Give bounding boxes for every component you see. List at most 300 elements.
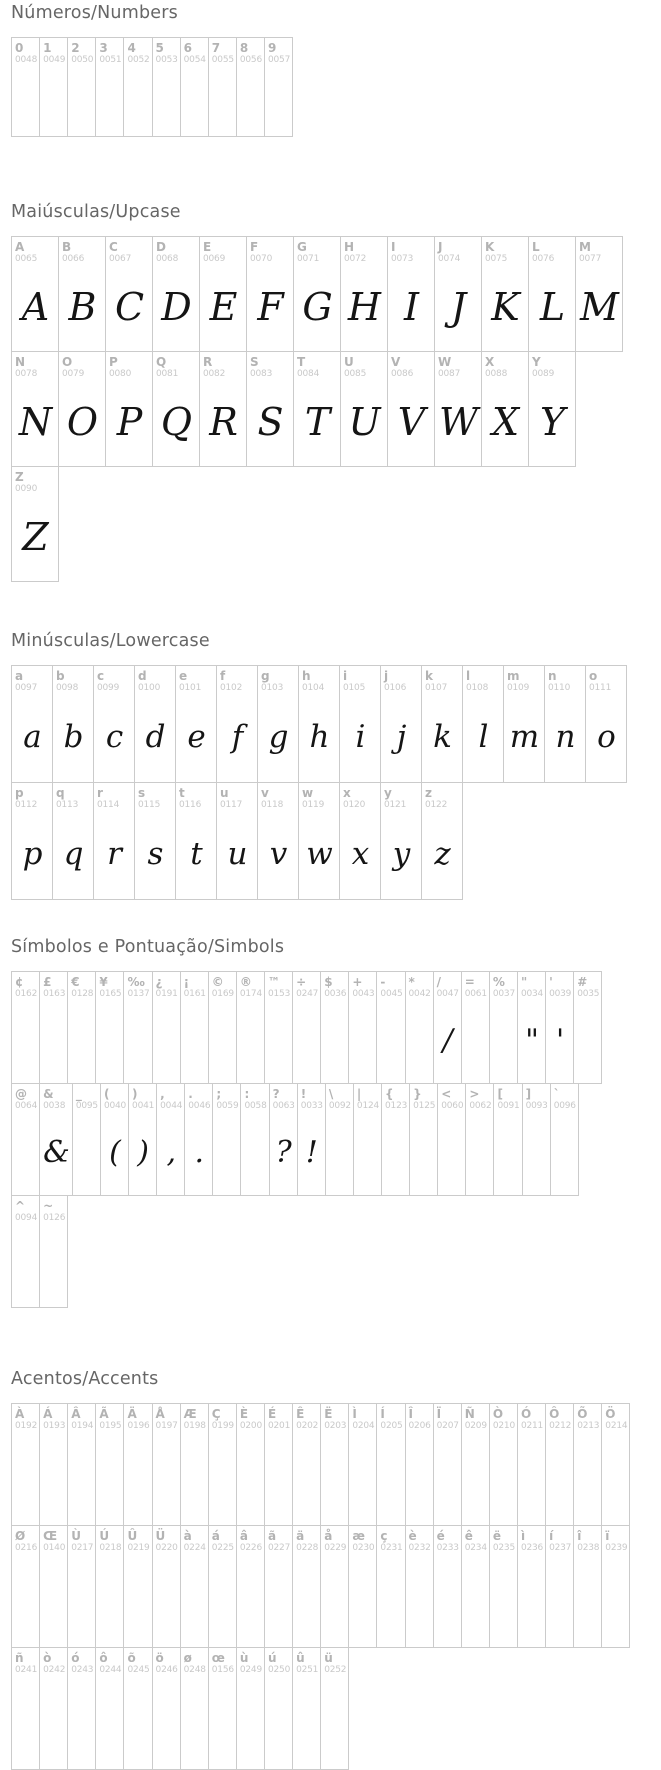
- glyph-cell: [123, 37, 152, 137]
- unicode-code: 0088: [485, 369, 508, 379]
- glyph-cell: [292, 1525, 321, 1648]
- section-lowercase: [11, 630, 651, 900]
- glyph-cell: [381, 1083, 410, 1196]
- rendered-glyph: [296, 1676, 318, 1767]
- character-label: È: [239, 1407, 249, 1421]
- rendered-glyph: [268, 66, 290, 134]
- rendered-glyph: [380, 1554, 402, 1645]
- character-label: Ö: [605, 1407, 616, 1421]
- unicode-code: 0198: [183, 1421, 206, 1431]
- glyph-cell: [409, 1083, 438, 1196]
- rendered-glyph: [268, 1432, 290, 1523]
- rendered-glyph: [156, 66, 178, 134]
- character-label: 2: [71, 41, 80, 55]
- glyph-grid: [11, 665, 651, 900]
- glyph-cell: [465, 1083, 494, 1196]
- unicode-code: 0116: [179, 800, 202, 810]
- rendered-glyph: [441, 1112, 463, 1193]
- character-label: À: [15, 1407, 25, 1421]
- character-label: J: [438, 240, 443, 254]
- unicode-code: 0230: [352, 1543, 375, 1553]
- rendered-glyph: [493, 1554, 515, 1645]
- glyph-cell: [340, 351, 388, 467]
- glyph-grid: [11, 37, 651, 137]
- character-label: Ü: [155, 1529, 166, 1543]
- glyph-cell: [11, 1195, 40, 1308]
- glyph-cell: [421, 665, 463, 783]
- glyph-cell: [199, 351, 247, 467]
- glyph-grid: [11, 971, 651, 1308]
- character-label: A: [15, 240, 25, 254]
- character-label: B: [62, 240, 72, 254]
- glyph-cell: [376, 1525, 405, 1648]
- rendered-glyph: [244, 1112, 266, 1193]
- character-label: Õ: [577, 1407, 588, 1421]
- glyph-cell: [152, 1647, 181, 1770]
- unicode-code: 0109: [507, 683, 530, 693]
- rendered-glyph: d: [145, 719, 166, 755]
- rendered-glyph: ": [525, 1023, 539, 1058]
- rendered-glyph: [184, 1554, 206, 1645]
- glyph-cell: [180, 1403, 209, 1526]
- unicode-code: 0197: [155, 1421, 178, 1431]
- unicode-code: 0071: [297, 254, 320, 264]
- unicode-code: 0104: [302, 683, 325, 693]
- character-label: ñ: [15, 1651, 24, 1665]
- glyph-cell: [481, 236, 529, 352]
- glyph-cell: [152, 1525, 181, 1648]
- glyph-cell: [39, 1647, 68, 1770]
- glyph-cell: [39, 1195, 68, 1308]
- glyph-cell: [134, 665, 176, 783]
- character-label: i: [343, 669, 348, 683]
- glyph-cell: [489, 1525, 518, 1648]
- character-label: 4: [127, 41, 136, 55]
- character-label: =: [464, 975, 475, 989]
- unicode-code: 0057: [267, 55, 291, 65]
- glyph-cell: [67, 1647, 96, 1770]
- rendered-glyph: [409, 1554, 431, 1645]
- glyph-cell: [39, 971, 68, 1084]
- rendered-glyph: [380, 1000, 402, 1081]
- unicode-code: 0235: [492, 1543, 515, 1553]
- unicode-code: 0169: [211, 989, 234, 999]
- character-label: Ú: [99, 1529, 110, 1543]
- glyph-cell: [348, 1403, 377, 1526]
- glyph-row: [11, 37, 651, 137]
- glyph-cell: [292, 1403, 321, 1526]
- unicode-code: 0081: [156, 369, 179, 379]
- glyph-cell: [105, 236, 153, 352]
- glyph-cell: [58, 236, 106, 352]
- glyph-row: [11, 971, 651, 1084]
- character-label: /: [436, 975, 442, 989]
- character-label: Î: [408, 1407, 413, 1421]
- rendered-glyph: [324, 1432, 346, 1523]
- rendered-glyph: [549, 1432, 571, 1523]
- rendered-glyph: X: [491, 400, 520, 444]
- unicode-code: 0204: [352, 1421, 375, 1431]
- unicode-code: 0097: [15, 683, 38, 693]
- rendered-glyph: [184, 1432, 206, 1523]
- character-label: ": [520, 975, 528, 989]
- character-label: E: [203, 240, 212, 254]
- glyph-cell: [376, 1403, 405, 1526]
- glyph-cell: [573, 971, 602, 1084]
- character-label: [: [497, 1087, 503, 1101]
- glyph-cell: [105, 351, 153, 467]
- rendered-glyph: [329, 1112, 351, 1193]
- glyph-row: [11, 1083, 651, 1196]
- character-label: m: [507, 669, 520, 683]
- character-label: !: [300, 1087, 307, 1101]
- rendered-glyph: P: [116, 400, 143, 444]
- character-label: c: [97, 669, 105, 683]
- rendered-glyph: b: [63, 719, 84, 755]
- unicode-code: 0252: [324, 1665, 347, 1675]
- glyph-cell: [11, 1647, 40, 1770]
- character-label: ã: [267, 1529, 277, 1543]
- unicode-code: 0084: [297, 369, 320, 379]
- unicode-code: 0218: [99, 1543, 122, 1553]
- glyph-cell: [152, 351, 200, 467]
- glyph-cell: [180, 37, 209, 137]
- glyph-cell: [292, 971, 321, 1084]
- rendered-glyph: [127, 1676, 149, 1767]
- unicode-code: 0238: [577, 1543, 600, 1553]
- glyph-cell: [93, 782, 135, 900]
- rendered-glyph: Y: [539, 400, 566, 444]
- character-label: V: [391, 355, 401, 369]
- glyph-cell: [573, 1403, 602, 1526]
- glyph-row: [11, 782, 651, 900]
- section-upcase: [11, 201, 651, 582]
- character-label: Ø: [15, 1529, 26, 1543]
- unicode-code: 0119: [302, 800, 325, 810]
- glyph-cell: [39, 1403, 68, 1526]
- unicode-code: 0192: [15, 1421, 38, 1431]
- character-label: ¡: [183, 975, 190, 989]
- unicode-code: 0099: [97, 683, 120, 693]
- character-label: ü: [324, 1651, 333, 1665]
- glyph-cell: [152, 1403, 181, 1526]
- character-label: Á: [43, 1407, 53, 1421]
- unicode-code: 0053: [155, 55, 178, 65]
- rendered-glyph: [437, 1432, 459, 1523]
- unicode-code: 0236: [520, 1543, 544, 1553]
- character-label: £: [43, 975, 52, 989]
- rendered-glyph: [409, 1432, 431, 1523]
- rendered-glyph: [99, 1000, 121, 1081]
- unicode-code: 0056: [239, 55, 262, 65]
- glyph-cell: [433, 971, 462, 1084]
- character-label: ?: [272, 1087, 280, 1101]
- character-label: \: [328, 1087, 334, 1101]
- glyph-cell: [134, 782, 176, 900]
- unicode-code: 0050: [71, 55, 94, 65]
- glyph-cell: [95, 37, 124, 137]
- rendered-glyph: m: [509, 719, 540, 755]
- rendered-glyph: [240, 1432, 262, 1523]
- unicode-code: 0191: [155, 989, 178, 999]
- unicode-code: 0082: [203, 369, 226, 379]
- rendered-glyph: [324, 1676, 346, 1767]
- rendered-glyph: z: [434, 836, 451, 872]
- character-label: Ä: [127, 1407, 137, 1421]
- rendered-glyph: [43, 1554, 65, 1645]
- unicode-code: 0095: [75, 1101, 98, 1111]
- unicode-code: 0195: [99, 1421, 122, 1431]
- rendered-glyph: [268, 1000, 290, 1081]
- unicode-code: 0108: [466, 683, 489, 693]
- unicode-code: 0210: [492, 1421, 515, 1431]
- character-label: ™: [267, 975, 280, 989]
- character-label: (: [103, 1087, 110, 1101]
- character-label: Â: [71, 1407, 81, 1421]
- glyph-cell: [325, 1083, 354, 1196]
- character-label: Ï: [436, 1407, 442, 1421]
- character-label: ): [132, 1087, 138, 1101]
- rendered-glyph: [99, 1554, 121, 1645]
- unicode-code: 0100: [138, 683, 161, 693]
- glyph-cell: [550, 1083, 579, 1196]
- character-label: Ã: [99, 1407, 109, 1421]
- glyph-cell: [95, 971, 124, 1084]
- character-label: k: [425, 669, 433, 683]
- rendered-glyph: S: [257, 400, 284, 444]
- rendered-glyph: [15, 1554, 37, 1645]
- glyph-cell: [123, 971, 152, 1084]
- character-label: Ù: [71, 1529, 81, 1543]
- rendered-glyph: [71, 1000, 93, 1081]
- rendered-glyph: [71, 1432, 93, 1523]
- glyph-cell: [236, 1647, 265, 1770]
- character-label: ¿: [155, 975, 163, 989]
- unicode-code: 0247: [296, 989, 319, 999]
- character-label: >: [469, 1087, 480, 1101]
- character-label: 8: [239, 41, 249, 55]
- character-label: s: [138, 786, 146, 800]
- glyph-cell: [376, 971, 405, 1084]
- rendered-glyph: [352, 1554, 374, 1645]
- glyph-cell: [348, 1525, 377, 1648]
- glyph-row: [11, 1403, 651, 1526]
- glyph-cell: [340, 236, 388, 352]
- rendered-glyph: [549, 1554, 571, 1645]
- character-label: e: [179, 669, 188, 683]
- character-label: €: [71, 975, 80, 989]
- glyph-cell: [493, 1083, 522, 1196]
- character-label: ~: [43, 1199, 54, 1213]
- glyph-cell: [11, 351, 59, 467]
- character-label: q: [56, 786, 65, 800]
- rendered-glyph: U: [348, 400, 381, 444]
- character-label: #: [577, 975, 588, 989]
- character-label: L: [532, 240, 540, 254]
- character-label: _: [75, 1087, 82, 1101]
- glyph-cell: [544, 665, 586, 783]
- unicode-code: 0083: [250, 369, 273, 379]
- character-label: ì: [520, 1529, 526, 1543]
- rendered-glyph: [15, 1432, 37, 1523]
- unicode-code: 0203: [324, 1421, 347, 1431]
- unicode-code: 0098: [56, 683, 79, 693]
- rendered-glyph: .: [194, 1135, 205, 1170]
- glyph-cell: [52, 665, 94, 783]
- unicode-code: 0062: [469, 1101, 492, 1111]
- unicode-code: 0249: [239, 1665, 262, 1675]
- rendered-glyph: h: [309, 719, 330, 755]
- glyph-cell: [601, 1525, 630, 1648]
- rendered-glyph: H: [347, 285, 382, 329]
- rendered-glyph: J: [450, 285, 467, 329]
- glyph-cell: [212, 1083, 241, 1196]
- unicode-code: 0153: [267, 989, 291, 999]
- rendered-glyph: f: [231, 719, 244, 755]
- character-label: <: [441, 1087, 452, 1101]
- glyph-cell: [434, 236, 482, 352]
- rendered-glyph: [605, 1554, 627, 1645]
- character-label: ,: [160, 1087, 165, 1101]
- unicode-code: 0232: [408, 1543, 431, 1553]
- rendered-glyph: g: [268, 719, 289, 755]
- unicode-code: 0107: [425, 683, 448, 693]
- unicode-code: 0123: [385, 1101, 408, 1111]
- character-label: I: [391, 240, 396, 254]
- glyph-cell: [58, 351, 106, 467]
- glyph-cell: [348, 971, 377, 1084]
- rendered-glyph: ?: [275, 1135, 292, 1170]
- rendered-glyph: [357, 1112, 379, 1193]
- unicode-code: 0193: [43, 1421, 66, 1431]
- glyph-cell: [67, 971, 96, 1084]
- glyph-cell: [320, 1525, 349, 1648]
- character-label: p: [15, 786, 24, 800]
- glyph-row: [11, 351, 651, 467]
- character-label: l: [466, 669, 471, 683]
- rendered-glyph: [184, 66, 206, 134]
- unicode-code: 0085: [344, 369, 367, 379]
- character-label: ë: [492, 1529, 501, 1543]
- glyph-cell: [437, 1083, 466, 1196]
- unicode-code: 0239: [605, 1543, 628, 1553]
- rendered-glyph: [43, 1000, 65, 1081]
- character-label: h: [302, 669, 311, 683]
- unicode-code: 0113: [56, 800, 79, 810]
- unicode-code: 0231: [380, 1543, 403, 1553]
- rendered-glyph: p: [22, 836, 43, 872]
- glyph-cell: [545, 971, 574, 1084]
- rendered-glyph: [71, 1554, 93, 1645]
- unicode-code: 0058: [244, 1101, 267, 1111]
- unicode-code: 0174: [239, 989, 262, 999]
- unicode-code: 0078: [15, 369, 38, 379]
- glyph-cell: [517, 1403, 546, 1526]
- rendered-glyph: [43, 1224, 65, 1305]
- character-label: Q: [156, 355, 167, 369]
- character-label: v: [261, 786, 269, 800]
- character-label: o: [589, 669, 598, 683]
- glyph-cell: [123, 1525, 152, 1648]
- glyph-cell: [292, 1647, 321, 1770]
- rendered-glyph: L: [539, 285, 566, 329]
- glyph-cell: [236, 1525, 265, 1648]
- glyph-cell: [208, 1403, 237, 1526]
- glyph-cell: [39, 1525, 68, 1648]
- rendered-glyph: [577, 1554, 599, 1645]
- rendered-glyph: B: [68, 285, 97, 329]
- unicode-code: 0096: [553, 1101, 576, 1111]
- glyph-cell: [236, 1403, 265, 1526]
- character-label: Ô: [549, 1407, 560, 1421]
- rendered-glyph: [127, 66, 149, 134]
- rendered-glyph: [268, 1676, 290, 1767]
- glyph-cell: [11, 782, 53, 900]
- character-label: ‰: [127, 975, 145, 989]
- unicode-code: 0241: [15, 1665, 38, 1675]
- glyph-cell: [100, 1083, 129, 1196]
- unicode-code: 0054: [183, 55, 206, 65]
- unicode-code: 0216: [15, 1543, 38, 1553]
- character-label: G: [297, 240, 307, 254]
- character-label: í: [549, 1529, 554, 1543]
- rendered-glyph: [212, 66, 234, 134]
- unicode-code: 0128: [71, 989, 94, 999]
- character-label: w: [302, 786, 314, 800]
- unicode-code: 0079: [62, 369, 85, 379]
- unicode-code: 0219: [127, 1543, 150, 1553]
- rendered-glyph: Q: [160, 400, 193, 444]
- glyph-cell: [236, 37, 265, 137]
- unicode-code: 0072: [344, 254, 367, 264]
- rendered-glyph: [497, 1112, 519, 1193]
- section-title: Símbolos e Pontuação/Simbols: [11, 937, 285, 957]
- character-label: ä: [296, 1529, 305, 1543]
- unicode-code: 0060: [441, 1101, 464, 1111]
- character-label: û: [296, 1651, 305, 1665]
- glyph-cell: [387, 351, 435, 467]
- character-label: S: [250, 355, 259, 369]
- rendered-glyph: e: [187, 719, 206, 755]
- character-label: .: [188, 1087, 193, 1101]
- unicode-code: 0228: [296, 1543, 319, 1553]
- character-label: 7: [211, 41, 221, 55]
- rendered-glyph: [296, 1554, 318, 1645]
- unicode-code: 0220: [155, 1543, 178, 1553]
- glyph-cell: [545, 1525, 574, 1648]
- unicode-code: 0063: [272, 1101, 295, 1111]
- section-title: Minúsculas/Lowercase: [11, 631, 210, 651]
- unicode-code: 0137: [127, 989, 150, 999]
- rendered-glyph: &: [43, 1135, 70, 1170]
- glyph-cell: [11, 236, 59, 352]
- rendered-glyph: [43, 1432, 65, 1523]
- rendered-glyph: [127, 1554, 149, 1645]
- unicode-code: 0226: [239, 1543, 262, 1553]
- character-label: f: [220, 669, 226, 683]
- rendered-glyph: [385, 1112, 407, 1193]
- character-label: b: [56, 669, 65, 683]
- rendered-glyph: [268, 1554, 290, 1645]
- unicode-code: 0234: [464, 1543, 487, 1553]
- glyph-cell: [545, 1403, 574, 1526]
- glyph-cell: [353, 1083, 382, 1196]
- glyph-row: [11, 1195, 651, 1308]
- glyph-cell: [93, 665, 135, 783]
- character-label: K: [485, 240, 495, 254]
- glyph-cell: [405, 971, 434, 1084]
- rendered-glyph: [240, 66, 262, 134]
